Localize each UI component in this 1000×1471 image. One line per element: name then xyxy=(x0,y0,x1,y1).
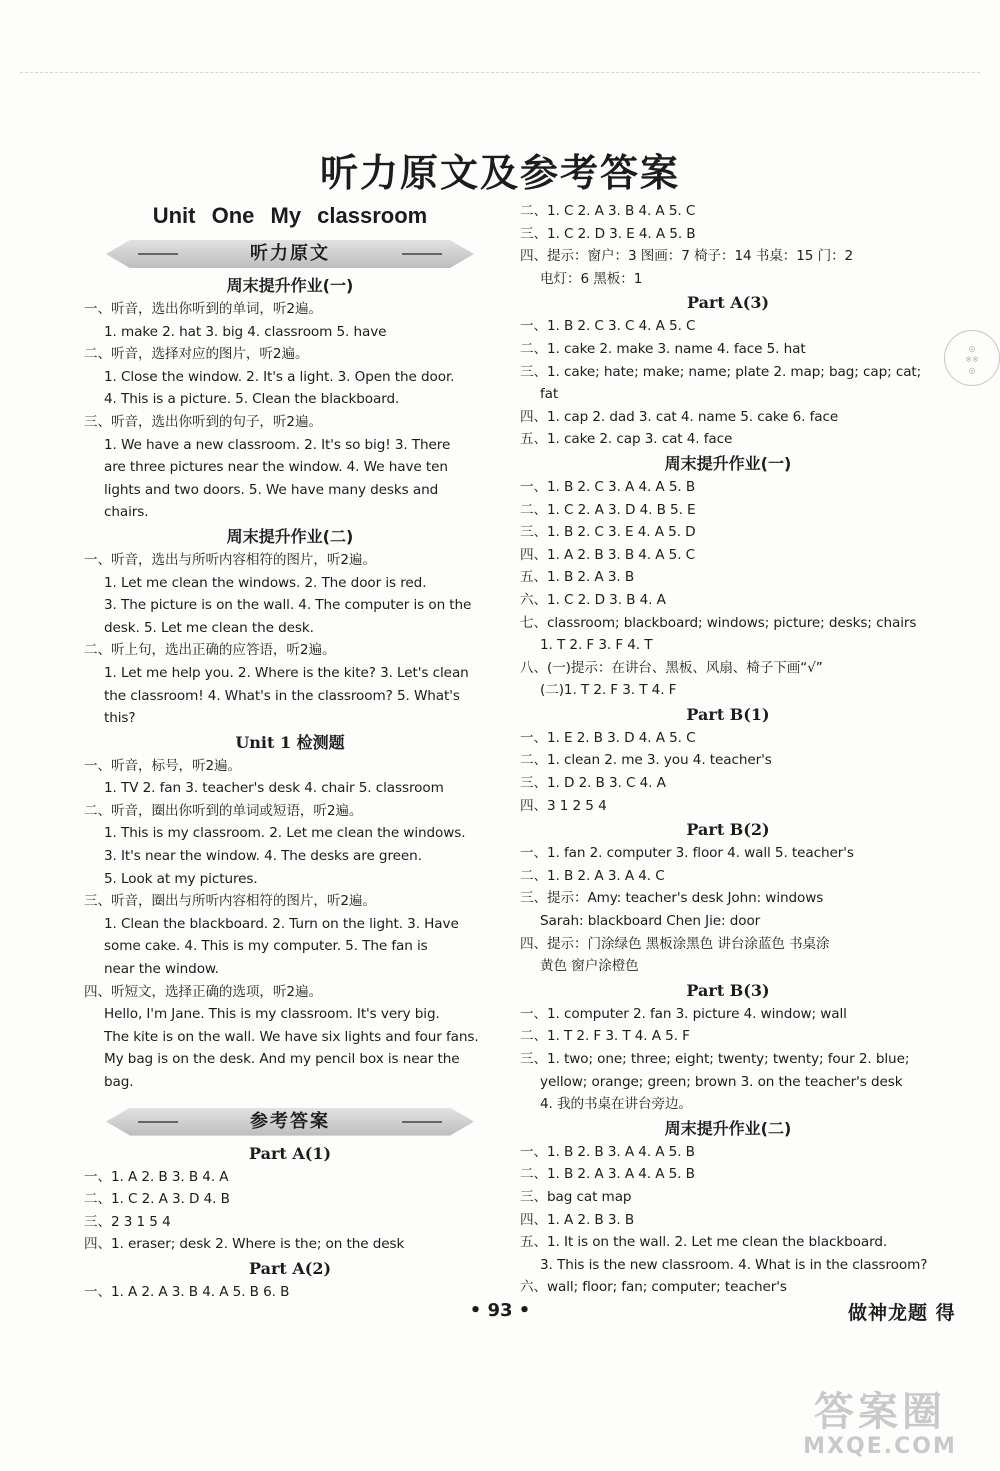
right-column xyxy=(520,200,936,1299)
text-line: 三、1. D 2. B 3. C 4. A xyxy=(520,775,666,792)
text-line: are three pictures near the window. 4. We have ten xyxy=(104,459,448,476)
text-line: 二、1. B 2. A 3. A 4. C xyxy=(520,867,665,884)
section-heading: 周末提升作业(一) xyxy=(664,453,792,473)
text-line: 1. We have a new classroom. 2. It's so big! 3. There xyxy=(104,436,451,453)
text-line: 二、听上句，选出正确的应答语，听2遍。 xyxy=(84,642,336,659)
text-line: 六、wall; floor; fan; computer; teacher's xyxy=(520,1279,787,1296)
banner-title: 参考答案 xyxy=(250,1110,330,1132)
text-line: 1. T 2. F 3. F 4. T xyxy=(540,637,653,654)
text-line: 三、bag cat map xyxy=(520,1188,632,1205)
text-line: 五、1. B 2. A 3. B xyxy=(520,569,635,586)
text-line: bag. xyxy=(104,1074,134,1090)
transcript-content xyxy=(84,274,496,1094)
text-line: 一、1. B 2. C 3. A 4. A 5. B xyxy=(520,478,696,495)
text-line: 3. It's near the window. 4. The desks are green. xyxy=(104,848,422,865)
text-line: 黄色 窗户涂橙色 xyxy=(540,958,639,975)
section-heading: Part A(3) xyxy=(686,293,770,313)
text-line: 1. Clean the blackboard. 2. Turn on the light. 3. Have xyxy=(104,915,459,932)
text-line: the classroom! 4. What's in the classroom? 5. What's xyxy=(104,687,460,704)
section-heading: Part B(3) xyxy=(686,980,770,1000)
text-line: 三、听音，选出你听到的句子，听2遍。 xyxy=(84,413,322,430)
left-column xyxy=(84,200,496,1304)
text-line: 二、1. B 2. A 3. A 4. A 5. B xyxy=(520,1166,695,1183)
text-line: 3. The picture is on the wall. 4. The computer is on the xyxy=(104,597,472,614)
text-line: 四、1. cap 2. dad 3. cat 4. name 5. cake 6. face xyxy=(520,408,839,425)
text-line: 一、1. computer 2. fan 3. picture 4. window; wall xyxy=(520,1005,847,1022)
text-line: 二、1. C 2. A 3. D 4. B 5. E xyxy=(520,501,696,518)
section-heading: Part A(1) xyxy=(248,1143,332,1163)
watermark-logo: 答案圈 xyxy=(814,1389,946,1435)
text-line: My bag is on the desk. And my pencil box is near the xyxy=(104,1051,460,1068)
text-line: 一、1. A 2. A 3. B 4. A 5. B 6. B xyxy=(84,1283,290,1300)
text-line: 1. make 2. hat 3. big 4. classroom 5. have xyxy=(104,323,387,340)
text-line: lights and two doors. 5. We have many desks and xyxy=(104,481,439,498)
text-line: 1. Let me clean the windows. 2. The door is red. xyxy=(104,574,427,591)
text-line: 1. Let me help you. 2. Where is the kite? 3. Let's clean xyxy=(104,664,469,681)
section-heading: 周末提升作业(二) xyxy=(664,1118,792,1138)
text-line: near the window. xyxy=(104,961,219,978)
header-rule xyxy=(20,72,980,74)
text-line: this? xyxy=(104,710,136,727)
text-line: 四、1. A 2. B 3. B xyxy=(520,1211,635,1228)
text-line: 五、1. cake 2. cap 3. cat 4. face xyxy=(520,431,733,448)
text-line: 四、提示：门涂绿色 黑板涂黑色 讲台涂蓝色 书桌涂 xyxy=(520,935,830,952)
text-line: yellow; orange; green; brown 3. on the teacher's desk xyxy=(540,1073,903,1090)
text-line: Hello, I'm Jane. This is my classroom. It's very big. xyxy=(104,1006,440,1023)
text-line: 三、1. two; one; three; eight; twenty; twenty; four 2. blue; xyxy=(520,1051,910,1067)
banner-title: 听力原文 xyxy=(250,243,330,264)
text-line: some cake. 4. This is my computer. 5. The fan is xyxy=(104,938,428,955)
text-line: 4. This is a picture. 5. Clean the blackboard. xyxy=(104,391,400,408)
text-line: 一、听音，标号，听2遍。 xyxy=(84,757,241,774)
text-line: 七、classroom; blackboard; windows; picture; desks; chairs xyxy=(520,614,917,631)
text-line: 二、1. T 2. F 3. T 4. A 5. F xyxy=(520,1028,690,1045)
text-line: 五、1. It is on the wall. 2. Let me clean the blackboard. xyxy=(520,1234,888,1251)
text-line: 六、1. C 2. D 3. B 4. A xyxy=(520,591,666,608)
section-heading: 周末提升作业(一) xyxy=(226,276,354,295)
text-line: 一、1. B 2. C 3. C 4. A 5. C xyxy=(520,318,696,335)
text-line: 三、提示：Amy: teacher's desk John: windows xyxy=(520,890,824,907)
text-line: 四、1. A 2. B 3. B 4. A 5. C xyxy=(520,546,696,563)
text-line: chairs. xyxy=(104,504,149,521)
text-line: 5. Look at my pictures. xyxy=(104,870,258,887)
section-heading: 周末提升作业(二) xyxy=(226,526,354,546)
page-number: • 93 • xyxy=(469,1300,531,1321)
text-line: 四、提示：窗户：3 图画：7 椅子：14 书桌：15 门：2 xyxy=(520,248,854,265)
text-line: 一、听音，选出与所听内容相符的图片，听2遍。 xyxy=(84,551,376,568)
text-line: 三、2 3 1 5 4 xyxy=(84,1213,171,1230)
answers-banner xyxy=(90,1104,490,1140)
text-line: 一、1. fan 2. computer 3. floor 4. wall 5. teacher's xyxy=(520,845,854,862)
text-line: fat xyxy=(540,386,559,403)
text-line: 一、听音，选出你听到的单词，听2遍。 xyxy=(84,301,322,317)
text-line: 二、1. C 2. A 3. B 4. A 5. C xyxy=(520,203,696,219)
text-line: 二、1. C 2. A 3. D 4. B xyxy=(84,1191,230,1208)
text-line: 四、1. eraser; desk 2. Where is the; on the desk xyxy=(84,1236,405,1253)
text-line: 三、1. B 2. C 3. E 4. A 5. D xyxy=(520,524,696,541)
answers-content xyxy=(84,1142,496,1304)
brand-text: 做神龙题 得 xyxy=(848,1302,956,1324)
text-line: 八、(一)提示：在讲台、黑板、风扇、椅子下画“√” xyxy=(520,659,823,676)
text-line: 三、听音，圈出与所听内容相符的图片，听2遍。 xyxy=(84,893,376,910)
text-line: 四、听短文，选择正确的选项，听2遍。 xyxy=(84,983,322,1000)
text-line: (二)1. T 2. F 3. T 4. F xyxy=(540,682,677,699)
text-line: desk. 5. Let me clean the desk. xyxy=(104,619,314,636)
page-title: 听力原文及参考答案 xyxy=(319,150,680,195)
text-line: 二、听音，圈出你听到的单词或短语，听2遍。 xyxy=(84,802,363,819)
text-line: 三、1. cake; hate; make; name; plate 2. map; bag; cap; cat; xyxy=(520,363,922,380)
watermark-url: MXQE.COM xyxy=(803,1434,957,1459)
text-line: 3. This is the new classroom. 4. What is in the classroom? xyxy=(540,1256,928,1273)
text-line: The kite is on the wall. We have six lights and four fans. xyxy=(104,1028,479,1045)
text-line: 4. 我的书桌在讲台旁边。 xyxy=(540,1096,692,1113)
text-line: Sarah: blackboard Chen Jie: door xyxy=(540,913,761,930)
corner-stamp-icon: ◎ ※※ ◎ xyxy=(944,330,1000,386)
transcript-banner xyxy=(90,236,490,272)
text-line: 一、1. E 2. B 3. D 4. A 5. C xyxy=(520,729,696,746)
text-line: 三、1. C 2. D 3. E 4. A 5. B xyxy=(520,225,696,242)
text-line: 1. TV 2. fan 3. teacher's desk 4. chair 5. classroom xyxy=(104,780,444,797)
section-heading: Part B(2) xyxy=(686,820,770,840)
section-heading: Unit 1 检测题 xyxy=(235,732,345,752)
text-line: 1. This is my classroom. 2. Let me clean the windows. xyxy=(104,825,466,842)
section-heading: Part A(2) xyxy=(248,1258,332,1278)
text-line: 四、3 1 2 5 4 xyxy=(520,797,607,814)
unit-title: Unit One My classroom xyxy=(152,203,428,228)
text-line: 二、1. clean 2. me 3. you 4. teacher's xyxy=(520,752,772,769)
text-line: 电灯：6 黑板：1 xyxy=(540,270,643,287)
text-line: 二、1. cake 2. make 3. name 4. face 5. hat xyxy=(520,340,806,357)
text-line: 1. Close the window. 2. It's a light. 3. Open the door. xyxy=(104,368,455,385)
text-line: 一、1. A 2. B 3. B 4. A xyxy=(84,1168,229,1185)
watermark xyxy=(780,1390,980,1460)
section-heading: Part B(1) xyxy=(686,704,770,724)
text-line: 二、听音，选择对应的图片，听2遍。 xyxy=(84,346,309,363)
answers-continued xyxy=(520,200,936,1299)
text-line: 一、1. B 2. B 3. A 4. A 5. B xyxy=(520,1143,695,1160)
